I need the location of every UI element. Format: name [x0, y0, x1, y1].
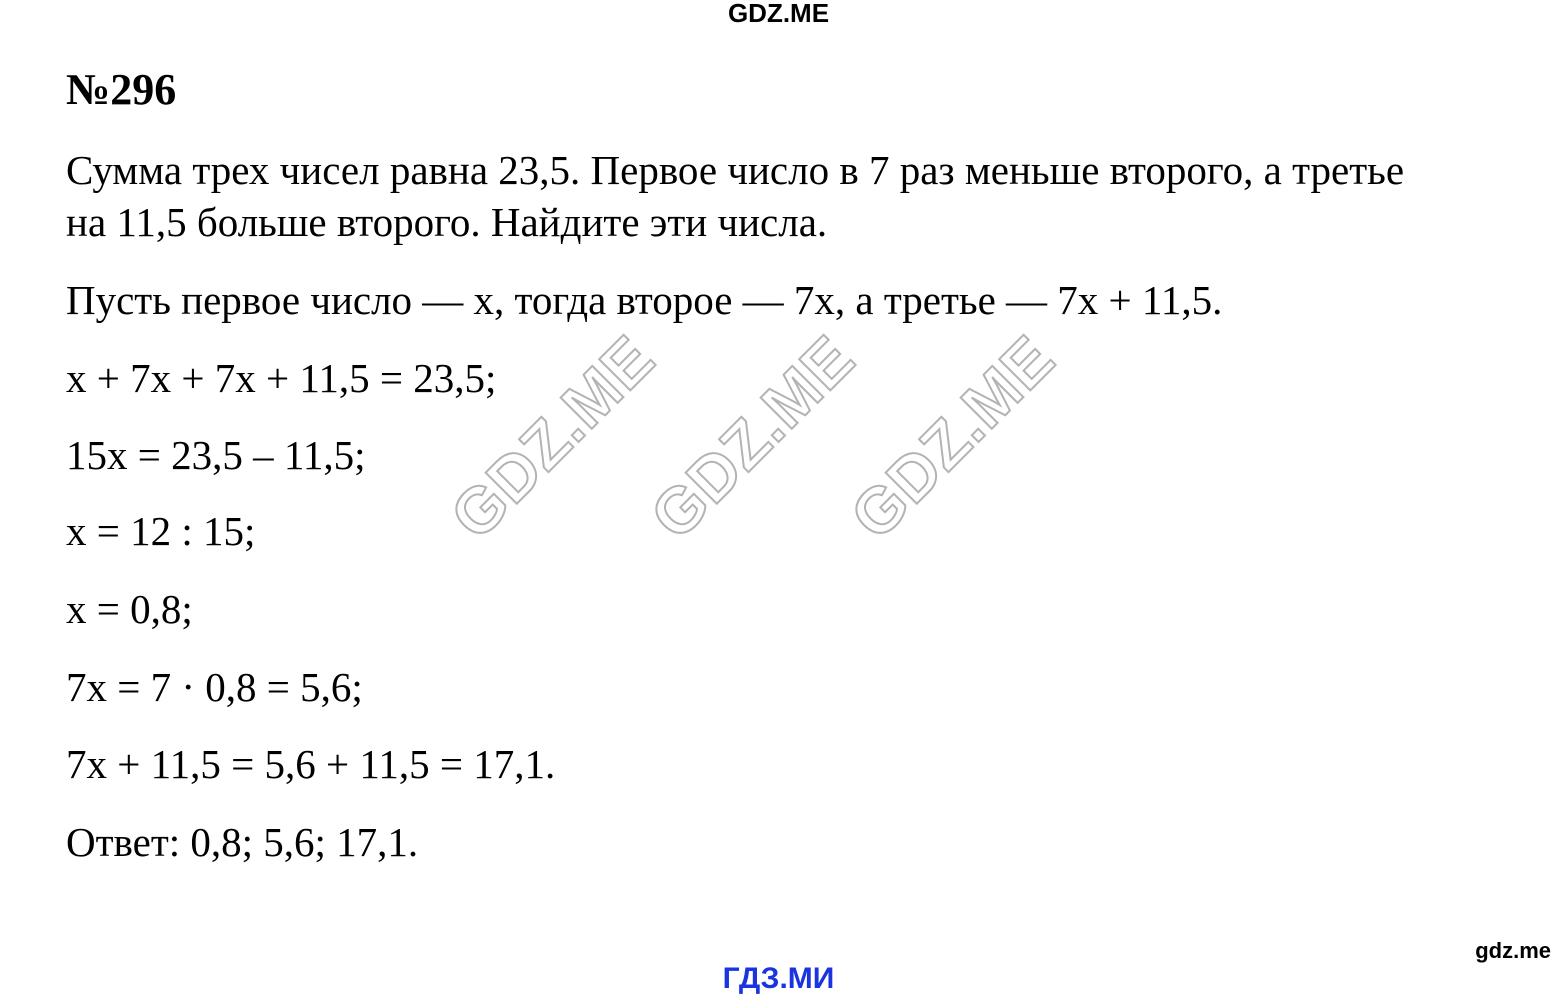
solution-step-3: x = 12 : 15; — [66, 508, 256, 554]
watermark-2: GDZ.ME — [636, 321, 869, 553]
watermark-1: GDZ.ME — [436, 321, 669, 553]
solution-step-5: 7x = 7 · 0,8 = 5,6; — [66, 664, 363, 710]
site-footer-label: ГДЗ.МИ — [722, 962, 835, 995]
solution-step-1: x + 7x + 7x + 11,5 = 23,5; — [66, 355, 497, 401]
solution-step-2: 15x = 23,5 – 11,5; — [66, 432, 366, 478]
site-corner-label: gdz.me — [1475, 938, 1551, 963]
site-header-label: GDZ.ME — [727, 0, 830, 28]
solution-step-6: 7x + 11,5 = 5,6 + 11,5 = 17,1. — [66, 741, 556, 787]
problem-statement-line-2: на 11,5 больше второго. Найдите эти числа. — [66, 199, 828, 245]
task-number: №296 — [66, 65, 177, 114]
answer-line: Ответ: 0,8; 5,6; 17,1. — [66, 819, 419, 865]
watermark-3: GDZ.ME — [836, 321, 1069, 553]
solution-step-4: x = 0,8; — [66, 586, 193, 632]
problem-statement-line-1: Сумма трех чисел равна 23,5. Первое число в 7 раз меньше второго, а третье — [66, 147, 1405, 193]
solution-assumption: Пусть первое число — x, тогда второе — 7x, а третье — 7x + 11,5. — [66, 277, 1223, 323]
